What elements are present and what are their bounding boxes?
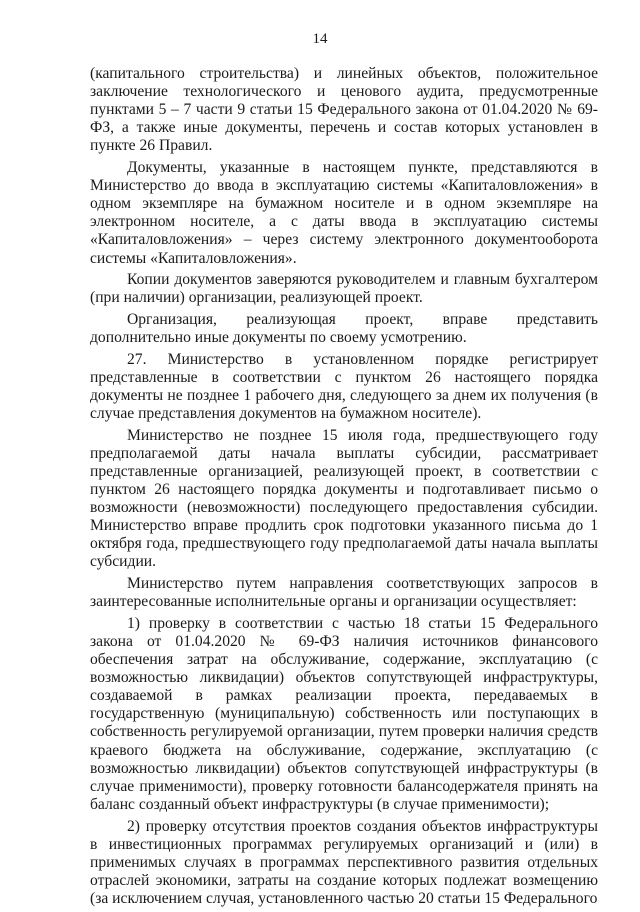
paragraph-copies-certification: Копии документов заверяются руководителем и главным бухгалтером (при наличии) организации, реализующей проект.	[90, 271, 598, 307]
paragraph-subitem-2: 2) проверку отсутствия проектов создания объектов инфраструктуры в инвестиционных программах регулируемых организаций и (или) в применимых случаях в программах перспективного развития отдельных отраслей экономики, затраты на создание которых подлежат возмещению (за исключением случая, установленного частью 20 статьи 15 Федерального	[90, 817, 598, 907]
paragraph-documents-submission: Документы, указанные в настоящем пункте, представляются в Министерство до ввода в эксплуатацию системы «Капиталовложения» в одном экземпляре на бумажном носителе и в одном экземпляре на электронном носителе, а с даты ввода в эксплуатацию системы «Капиталовложения» – через систему электронного документооборота системы «Капиталовложения».	[90, 159, 598, 267]
paragraph-item-27: 27. Министерство в установленном порядке регистрирует представленные в соответствии с пунктом 26 настоящего порядка документы не позднее 1 рабочего дня, следующего за днем их получения (в случае представления документов на бумажном носителе).	[90, 350, 598, 423]
paragraph-subitem-1: 1) проверку в соответствии с частью 18 статьи 15 Федерального закона от 01.04.2020 № 69-ФЗ наличия источников финансового обеспечения затрат на обслуживание, содержание, эксплуатацию (с возможностью ликвидации) объектов сопутствующей инфраструктуры, создаваемой в рамках реализации проекта, передаваемых в государственную (муниципальную) собственность или поступающих в собственность регулируемой организации, путем проверки наличия средств краевого бюджета на обслуживание, содержание, эксплуатацию (с возможностью ликвидации) объектов сопутствующей инфраструктуры (в случае применимости), проверку готовности балансодержателя принять на баланс созданный объект инфраструктуры (в случае применимости);	[90, 614, 598, 813]
document-body	[90, 65, 598, 912]
paragraph-requests: Министерство путем направления соответствующих запросов в заинтересованные исполнительные органы и организации осуществляет:	[90, 575, 598, 611]
paragraph-additional-documents: Организация, реализующая проект, вправе представить дополнительно иные документы по своему усмотрению.	[90, 311, 598, 347]
page-number: 14	[312, 31, 328, 47]
paragraph-continuation: (капитального строительства) и линейных объектов, положительное заключение технологического и ценового аудита, предусмотренные пунктами 5 – 7 части 9 статьи 15 Федерального закона от 01.04.2020 № 69-ФЗ, а также иные документы, перечень и состав которых установлен в пункте 26 Правил.	[90, 65, 598, 155]
paragraph-review-deadline: Министерство не позднее 15 июля года, предшествующего году предполагаемой даты начала выплаты субсидии, рассматривает представленные организацией, реализующей проект, в соответствии с пунктом 26 настоящего порядка документы и подготавливает письмо о возможности (невозможности) последующего предоставления субсидии. Министерство вправе продлить срок подготовки указанного письма до 1 октября года, предшествующего году предполагаемой даты начала выплаты субсидии.	[90, 426, 598, 571]
